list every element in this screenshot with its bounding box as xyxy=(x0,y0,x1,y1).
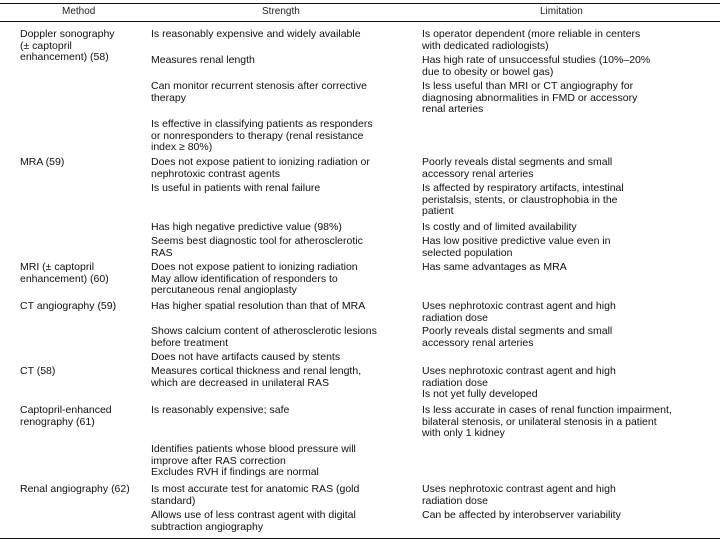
table-top-rule xyxy=(0,3,720,4)
cell-strength: before treatment xyxy=(151,336,229,349)
cell-strength: Measures cortical thickness and renal length, xyxy=(151,365,362,377)
cell-limitation: Poorly reveals distal segments and small xyxy=(422,156,613,168)
cell-limitation: patient xyxy=(422,205,454,217)
cell-strength: Seems best diagnostic tool for atherosclerotic xyxy=(151,235,363,247)
cell-strength: RAS xyxy=(151,246,173,259)
cell-limitation: Uses nephrotoxic contrast agent and high xyxy=(422,483,616,495)
table-bottom-rule xyxy=(0,538,720,539)
cell-limitation: renal arteries xyxy=(422,103,484,115)
cell-limitation: with dedicated radiologists) xyxy=(422,39,549,52)
cell-strength: improve after RAS correction xyxy=(151,454,286,467)
cell-strength: Is reasonably expensive and widely available xyxy=(151,28,361,40)
cell-method: CT (58) xyxy=(20,365,56,377)
header-bottom-rule xyxy=(0,21,720,22)
cell-strength: Does not expose patient to ionizing radiation or xyxy=(151,156,370,168)
cell-strength: percutaneous renal angioplasty xyxy=(151,284,297,296)
cell-limitation: selected population xyxy=(422,246,513,259)
header-method: Method xyxy=(62,6,96,17)
cell-strength: subtraction angiography xyxy=(151,520,264,533)
cell-limitation: accessory renal arteries xyxy=(422,336,534,349)
cell-limitation: with only 1 kidney xyxy=(422,427,505,439)
cell-method: MRI (± captopril xyxy=(20,261,95,273)
cell-limitation: Is affected by respiratory artifacts, intestinal xyxy=(422,182,624,194)
cell-method: Doppler sonography xyxy=(20,28,115,40)
cell-strength: Measures renal length xyxy=(151,54,255,66)
cell-limitation: Is operator dependent (more reliable in centers xyxy=(422,28,641,40)
cell-strength: Does not expose patient to ionizing radiation xyxy=(151,261,358,273)
cell-limitation: Poorly reveals distal segments and small xyxy=(422,325,613,337)
cell-limitation: Is less useful than MRI or CT angiography for xyxy=(422,80,634,92)
cell-strength: Is most accurate test for anatomic RAS (gold xyxy=(151,483,360,495)
cell-limitation: Uses nephrotoxic contrast agent and high xyxy=(422,365,616,377)
cell-strength: Is useful in patients with renal failure xyxy=(151,182,321,194)
cell-strength: therapy xyxy=(151,91,187,104)
cell-limitation: accessory renal arteries xyxy=(422,167,534,180)
cell-method: enhancement) (60) xyxy=(20,272,109,285)
cell-limitation: diagnosing abnormalities in FMD or accessory xyxy=(422,91,638,104)
cell-strength: index ≥ 80%) xyxy=(151,141,213,153)
cell-strength: nephrotoxic contrast agents xyxy=(151,167,280,180)
cell-strength: Has higher spatial resolution than that of MRA xyxy=(151,300,366,312)
cell-limitation: peristalsis, stents, or claustrophobia in the xyxy=(422,193,618,206)
cell-method: Renal angiography (62) xyxy=(20,483,130,495)
header-limitation: Limitation xyxy=(540,6,583,17)
cell-limitation: Is less accurate in cases of renal function impairment, xyxy=(422,404,672,416)
cell-limitation: Can be affected by interobserver variability xyxy=(422,509,621,521)
cell-limitation: Is costly and of limited availability xyxy=(422,221,577,233)
header-strength: Strength xyxy=(262,6,300,17)
cell-limitation: due to obesity or bowel gas) xyxy=(422,65,554,78)
cell-limitation: Has low positive predictive value even in xyxy=(422,235,611,247)
cell-strength: Can monitor recurrent stenosis after corrective xyxy=(151,80,367,92)
cell-strength: Has high negative predictive value (98%) xyxy=(151,221,342,233)
cell-strength: Is reasonably expensive; safe xyxy=(151,404,290,416)
cell-strength: Shows calcium content of atherosclerotic lesions xyxy=(151,325,377,337)
cell-limitation: Has same advantages as MRA xyxy=(422,261,567,273)
cell-strength: Does not have artifacts caused by stents xyxy=(151,351,341,363)
cell-method: enhancement) (58) xyxy=(20,51,109,63)
cell-strength: May allow identification of responders to xyxy=(151,272,338,285)
cell-method: (± captopril xyxy=(20,39,72,52)
cell-limitation: bilateral stenosis, or unilateral stenosis in a patient xyxy=(422,415,657,428)
cell-limitation: radiation dose xyxy=(422,376,488,389)
cell-method: Captopril-enhanced xyxy=(20,404,112,416)
cell-strength: standard) xyxy=(151,494,196,507)
cell-strength: Is effective in classifying patients as responders xyxy=(151,118,373,130)
cell-method: CT angiography (59) xyxy=(20,300,117,312)
cell-limitation: Has high rate of unsuccessful studies (10%–20% xyxy=(422,54,651,66)
cell-limitation: Is not yet fully developed xyxy=(422,388,538,400)
cell-strength: Allows use of less contrast agent with digital xyxy=(151,509,356,521)
cell-strength: or nonresponders to therapy (renal resistance xyxy=(151,129,364,142)
cell-limitation: Uses nephrotoxic contrast agent and high xyxy=(422,300,616,312)
cell-method: MRA (59) xyxy=(20,156,65,168)
cell-strength: Excludes RVH if findings are normal xyxy=(151,466,319,478)
cell-limitation: radiation dose xyxy=(422,494,488,507)
cell-strength: Identifies patients whose blood pressure will xyxy=(151,443,356,455)
cell-limitation: radiation dose xyxy=(422,311,488,324)
cell-strength: which are decreased in unilateral RAS xyxy=(151,376,330,389)
cell-method: renography (61) xyxy=(20,415,95,428)
